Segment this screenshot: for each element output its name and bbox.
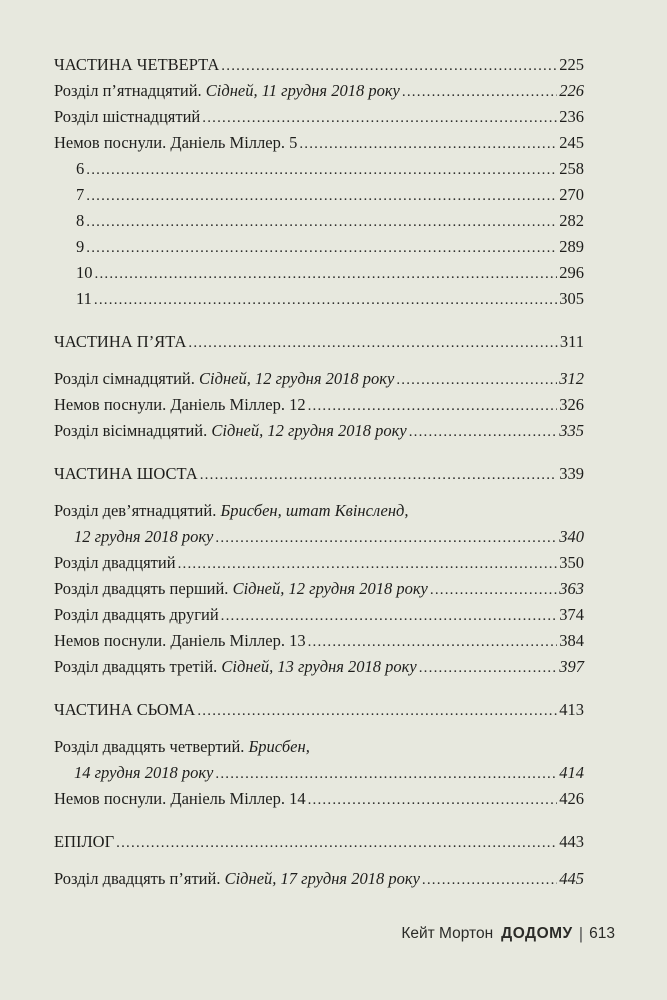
- entry-title: Немов поснули. Даніель Міллер. 14: [54, 789, 306, 808]
- entry-subtitle-cont: 12 грудня 2018 року: [74, 527, 214, 546]
- toc-subentry-6: [54, 156, 584, 182]
- dot-leader: [197, 698, 557, 724]
- entry-title: ЧАСТИНА П’ЯТА: [54, 332, 187, 351]
- entry-page: 374: [559, 605, 584, 624]
- entry-title: Немов поснули. Даніель Міллер. 13: [54, 631, 306, 650]
- entry-page: 384: [559, 631, 584, 650]
- toc-subentry-9: [54, 234, 584, 260]
- toc-entry-part-five: [54, 329, 584, 355]
- entry-title: Розділ двадцять п’ятий. Сідней, 17 грудня 2018 року: [54, 869, 420, 888]
- footer-page-number: 613: [589, 925, 615, 942]
- page-footer: [401, 924, 615, 944]
- entry-page: 326: [559, 395, 584, 414]
- entry-title: 6: [76, 159, 85, 178]
- entry-subtitle: Сідней, 13 грудня 2018 року: [221, 657, 417, 676]
- dot-leader: [299, 131, 557, 157]
- toc-subentry-7: [54, 182, 584, 208]
- entry-page: 258: [559, 159, 584, 178]
- dot-leader: [215, 525, 557, 551]
- entry-title: Розділ двадцятий: [54, 553, 176, 572]
- dot-leader: [419, 655, 558, 681]
- toc-entry-chapter-19-line1: [54, 498, 584, 524]
- dot-leader: [402, 79, 557, 105]
- toc-entry-nemov-14: [54, 786, 584, 812]
- toc-entry-nemov-12: [54, 392, 584, 418]
- entry-page: 296: [559, 263, 584, 282]
- toc-entry-chapter-20: [54, 550, 584, 576]
- toc-subentry-11: [54, 286, 584, 312]
- entry-page: 305: [559, 289, 584, 308]
- entry-subtitle: Сідней, 12 грудня 2018 року: [199, 369, 395, 388]
- entry-title: 8: [76, 211, 85, 230]
- toc-entry-chapter-17: [54, 366, 584, 392]
- entry-page: 311: [559, 332, 584, 351]
- toc-entry-chapter-18: [54, 418, 584, 444]
- entry-subtitle: Сідней, 11 грудня 2018 року: [205, 81, 400, 100]
- toc-entry-chapter-22: [54, 602, 584, 628]
- toc-subentry-8: [54, 208, 584, 234]
- entry-page: 236: [559, 107, 584, 126]
- entry-page: 340: [559, 527, 584, 546]
- entry-page: 226: [559, 81, 584, 100]
- entry-page: 445: [559, 869, 584, 888]
- dot-leader: [215, 761, 557, 787]
- toc-entry-part-six: [54, 461, 584, 487]
- toc-entry-part-four: [54, 52, 584, 78]
- entry-title: Розділ шістнадцятий: [54, 107, 201, 126]
- footer-separator: |: [578, 924, 584, 943]
- dot-leader: [308, 629, 558, 655]
- entry-title: Розділ сімнадцятий. Сідней, 12 грудня 2018 року: [54, 369, 395, 388]
- toc-entry-chapter-16: [54, 104, 584, 130]
- dot-leader: [86, 209, 557, 235]
- dot-leader: [409, 419, 558, 445]
- dot-leader: [221, 603, 558, 629]
- toc-entry-nemov-13: [54, 628, 584, 654]
- toc-entry-chapter-19-line2: [54, 524, 584, 550]
- entry-page: 443: [559, 832, 584, 851]
- footer-book-title: ДОДОМУ: [501, 925, 573, 942]
- dot-leader: [200, 462, 558, 488]
- entry-title: ЧАСТИНА ШОСТА: [54, 464, 198, 483]
- entry-title: Розділ двадцять третій. Сідней, 13 грудня 2018 року: [54, 657, 417, 676]
- entry-title: Розділ двадцять четвертий.: [54, 737, 245, 756]
- entry-page: 270: [559, 185, 584, 204]
- entry-title: Розділ вісімнадцятий. Сідней, 12 грудня 2018 року: [54, 421, 407, 440]
- dot-leader: [202, 105, 557, 131]
- entry-page: 225: [559, 55, 584, 74]
- entry-page: 335: [559, 421, 584, 440]
- entry-page: 245: [559, 133, 584, 152]
- entry-subtitle: Сідней, 12 грудня 2018 року: [232, 579, 428, 598]
- entry-title: Розділ дев’ятнадцятий.: [54, 501, 217, 520]
- dot-leader: [86, 235, 557, 261]
- entry-page: 289: [559, 237, 584, 256]
- toc-entry-chapter-24-line2: [54, 760, 584, 786]
- entry-page: 397: [559, 657, 584, 676]
- table-of-contents: [54, 52, 584, 892]
- entry-page: 363: [559, 579, 584, 598]
- entry-title: ЕПІЛОГ: [54, 832, 115, 851]
- entry-subtitle: Брисбен, штат Квінсленд,: [220, 501, 409, 520]
- entry-subtitle: Сідней, 12 грудня 2018 року: [211, 421, 407, 440]
- entry-page: 426: [559, 789, 584, 808]
- dot-leader: [86, 183, 557, 209]
- entry-title: Немов поснули. Даніель Міллер. 5: [54, 133, 298, 152]
- entry-page: 350: [559, 553, 584, 572]
- entry-page: 414: [559, 763, 584, 782]
- entry-subtitle-cont: 14 грудня 2018 року: [74, 763, 214, 782]
- toc-entry-epilogue: [54, 829, 584, 855]
- entry-title: 10: [76, 263, 93, 282]
- toc-entry-chapter-25: [54, 866, 584, 892]
- entry-title: 9: [76, 237, 85, 256]
- entry-title: Розділ двадцять перший. Сідней, 12 грудня 2018 року: [54, 579, 428, 598]
- entry-title: Немов поснули. Даніель Міллер. 12: [54, 395, 306, 414]
- dot-leader: [422, 867, 557, 893]
- dot-leader: [308, 393, 558, 419]
- entry-title: Розділ п’ятнадцятий. Сідней, 11 грудня 2018 року: [54, 81, 400, 100]
- toc-subentry-10: [54, 260, 584, 286]
- toc-entry-chapter-15: [54, 78, 584, 104]
- dot-leader: [396, 367, 557, 393]
- dot-leader: [178, 551, 558, 577]
- dot-leader: [116, 830, 557, 856]
- entry-title: 7: [76, 185, 85, 204]
- dot-leader: [221, 53, 557, 79]
- entry-title: ЧАСТИНА ЧЕТВЕРТА: [54, 55, 220, 74]
- entry-page: 312: [559, 369, 584, 388]
- dot-leader: [86, 157, 557, 183]
- entry-page: 282: [559, 211, 584, 230]
- toc-entry-chapter-24-line1: [54, 734, 584, 760]
- entry-subtitle: Сідней, 17 грудня 2018 року: [224, 869, 420, 888]
- dot-leader: [95, 261, 558, 287]
- entry-title: Розділ двадцять другий: [54, 605, 219, 624]
- dot-leader: [430, 577, 557, 603]
- entry-title: ЧАСТИНА СЬОМА: [54, 700, 196, 719]
- entry-page: 339: [559, 464, 584, 483]
- dot-leader: [188, 330, 557, 356]
- dot-leader: [94, 287, 557, 313]
- footer-author: Кейт Мортон: [401, 925, 494, 942]
- entry-subtitle: Брисбен,: [248, 737, 310, 756]
- toc-entry-part-seven: [54, 697, 584, 723]
- toc-entry-chapter-21: [54, 576, 584, 602]
- dot-leader: [308, 787, 558, 813]
- toc-entry-nemov-5: [54, 130, 584, 156]
- entry-page: 413: [559, 700, 584, 719]
- entry-title: 11: [76, 289, 92, 308]
- toc-entry-chapter-23: [54, 654, 584, 680]
